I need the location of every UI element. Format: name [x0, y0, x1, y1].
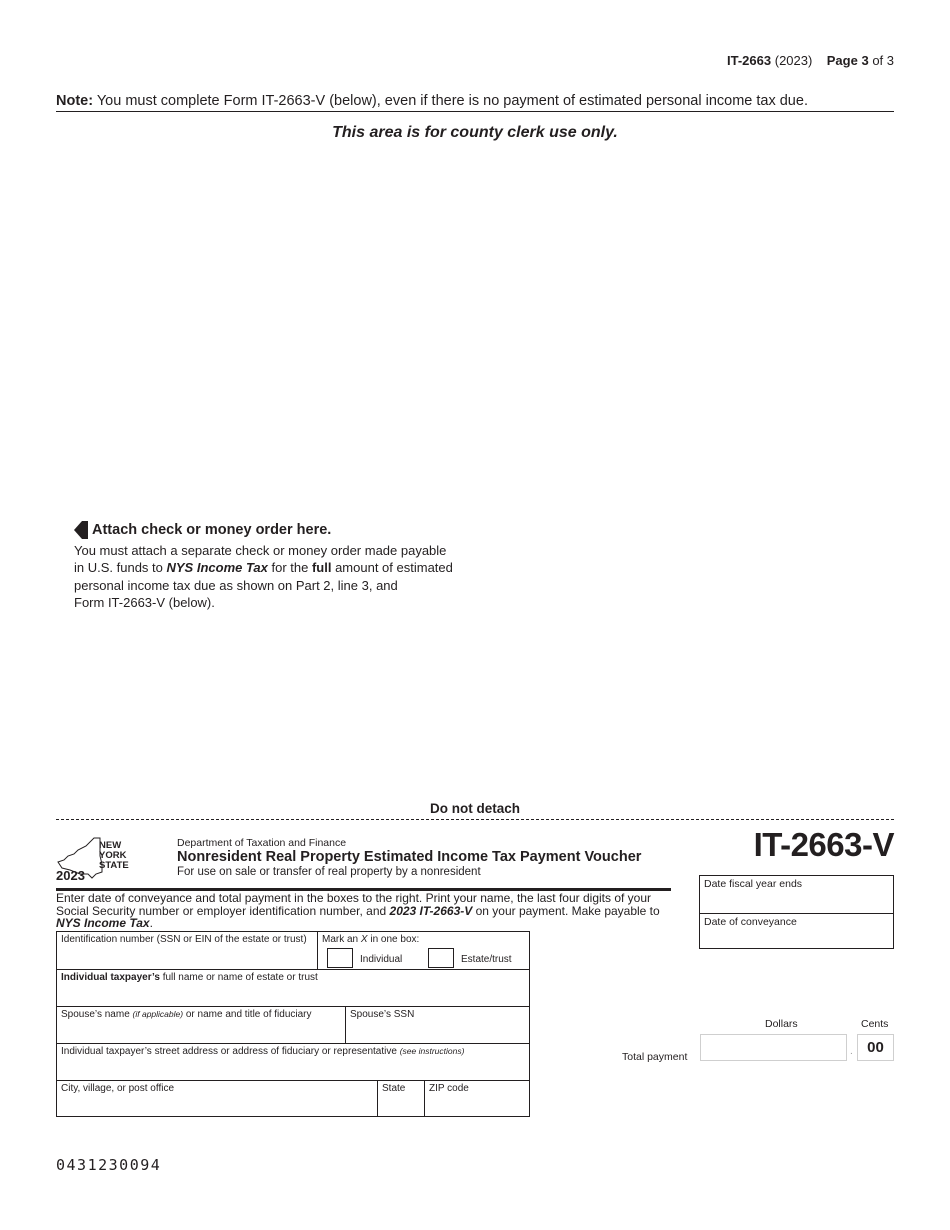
taxpayer-name-field[interactable] [57, 969, 530, 1006]
voucher-instructions: Enter date of conveyance and total payment in the boxes to the right. Print your name, the last four digits of your Social Security number or employer identification number, and 2023 IT-2663-V on your payment. Make payable to NYS Income Tax. [56, 891, 660, 930]
note-label: Note: [56, 93, 94, 109]
taxpayer-label-rest: full name or name of estate or trust [159, 972, 318, 983]
pointer-arrow-icon [74, 521, 88, 539]
page-number: Page 3 [826, 53, 869, 68]
logo-text-new: NEW [99, 840, 122, 851]
conveyance-date-label: Date of conveyance [704, 916, 797, 928]
city-field[interactable] [57, 1080, 378, 1117]
dollars-label: Dollars [765, 1018, 798, 1030]
conveyance-date-field[interactable] [700, 913, 893, 950]
attach-body [74, 542, 494, 611]
individual-label: Individual [360, 954, 403, 965]
taxpayer-info-grid [56, 931, 530, 1117]
attach-line-2: in U.S. funds to NYS Income Tax for the full amount of estimated [74, 560, 453, 576]
attach-line-4: Form IT-2663-V (below). [74, 594, 215, 610]
attach-line-3: personal income tax due as shown on Part 2, line 3, and [74, 577, 398, 593]
mark-x-label: Mark an X in one box: [322, 934, 420, 945]
perforation-line [56, 819, 894, 820]
cents-input[interactable]: 00 [857, 1034, 894, 1061]
note [56, 93, 894, 112]
state-field[interactable] [378, 1080, 425, 1117]
logo-text-state: STATE [99, 860, 129, 871]
estate-trust-label: Estate/trust [461, 954, 512, 965]
logo-text-york: YORK [99, 850, 127, 861]
zip-field[interactable] [425, 1080, 530, 1117]
fiscal-year-end-field[interactable] [700, 876, 893, 913]
cents-label: Cents [861, 1018, 889, 1030]
scan-line-code: 0431230094 [56, 1156, 162, 1174]
page-header [727, 53, 894, 68]
total-payment-label: Total payment [622, 1051, 688, 1063]
spouse-ssn-field[interactable] [346, 1006, 530, 1043]
id-number-label: Identification number (SSN or EIN of the estate or trust) [61, 934, 307, 945]
voucher-form-id: IT-2663-V [753, 826, 894, 863]
voucher-title: Nonresident Real Property Estimated Income Tax Payment Voucher [177, 849, 642, 865]
spouse-name-field[interactable]: Spouse’s name (if applicable) or name and title of fiduciary [57, 1006, 346, 1043]
street-address-field[interactable]: Individual taxpayer’s street address or address of fiduciary or representative (see instructions) [57, 1043, 530, 1080]
dollars-input[interactable] [700, 1034, 847, 1061]
fiscal-year-end-label: Date fiscal year ends [704, 878, 803, 890]
decimal-point: . [850, 1046, 853, 1057]
form-code: IT-2663 [727, 53, 772, 68]
form-year: (2023) [774, 53, 813, 68]
department-name: Department of Taxation and Finance [177, 837, 347, 849]
voucher-year: 2023 [56, 868, 85, 883]
do-not-detach: Do not detach [430, 801, 520, 816]
id-number-field[interactable] [57, 932, 318, 969]
county-clerk-notice: This area is for county clerk use only. [332, 124, 618, 141]
city-label: City, village, or post office [61, 1083, 175, 1094]
attach-line-1: You must attach a separate check or money order made payable [74, 543, 447, 558]
state-label: State [382, 1083, 406, 1094]
estate-trust-checkbox[interactable] [428, 948, 454, 968]
spouse-ssn-label: Spouse’s SSN [350, 1009, 415, 1020]
date-boxes [699, 875, 894, 949]
individual-checkbox[interactable] [327, 948, 353, 968]
note-text: You must complete Form IT-2663-V (below), even if there is no payment of estimated personal income tax due. [96, 93, 808, 109]
attach-heading [74, 521, 331, 539]
attach-title: Attach check or money order here. [92, 522, 332, 538]
taxpayer-label-bold: Individual taxpayer’s [61, 972, 160, 983]
page-total: of 3 [872, 53, 894, 68]
voucher-subtitle: For use on sale or transfer of real property by a nonresident [177, 866, 481, 878]
zip-label: ZIP code [429, 1083, 469, 1094]
